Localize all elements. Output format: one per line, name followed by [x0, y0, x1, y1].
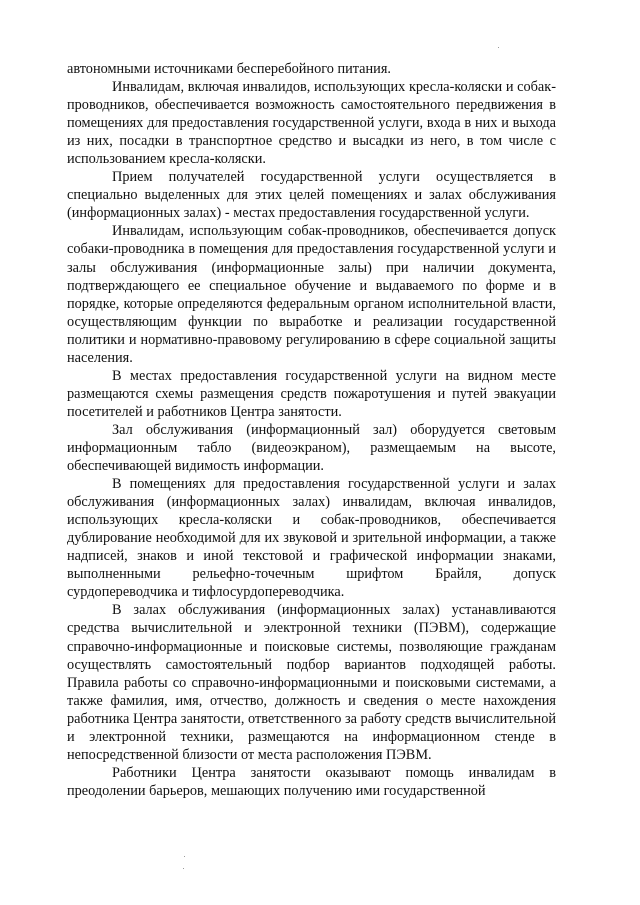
paragraph-7: В помещениях для предоставления государственной услуги и залах обслуживания (информационных залах) инвалидам, включая инвалидов, использующих кресла-коляски и собак-проводников, обеспечивается дублирование необходимой для их звуковой и зрительной информации, а также надписей, знаков и иной текстовой и графической информации знаками, выполненными рельефно-точечным шрифтом Брайля, допуск сурдопереводчика и тифлосурдопереводчика. [67, 476, 556, 601]
paragraph-5: В местах предоставления государственной услуги на видном месте размещаются схемы размещения средств пожаротушения и путей эвакуации посетителей и работников Центра занятости. [67, 367, 556, 420]
scan-speck [184, 856, 185, 857]
document-body [67, 60, 556, 800]
scan-speck [498, 47, 499, 48]
scan-speck [183, 868, 184, 869]
paragraph-9: Работники Центра занятости оказывают помощь инвалидам в преодолении барьеров, мешающих получению ими государственной [67, 764, 556, 799]
paragraph-4: Инвалидам, использующим собак-проводников, обеспечивается допуск собаки-проводника в помещения для предоставления государственной услуги и залы обслуживания (информационные залы) при наличии документа, подтверждающего ее специальное обучение и выдаваемого по форме и в порядке, которые определяются федеральным органом исполнительной власти, осуществляющим функции по выработке и реализации государственной политики и нормативно-правовому регулированию в сфере социальной защиты населения. [67, 223, 556, 366]
paragraph-1: автономными источниками бесперебойного питания. [67, 61, 391, 77]
paragraph-8: В залах обслуживания (информационных залах) устанавливаются средства вычислительной и электронной техники (ПЭВМ), содержащие справочно-информационные и поисковые системы, позволяющие гражданам осуществлять самостоятельный подбор вариантов подходящей работы. Правила работы со справочно-информационными и поисковыми системами, а также фамилия, имя, отчество, должность и сведения о месте нахождения работника Центра занятости, ответственного за работу средств вычислительной и электронной техники, размещаются на информационном стенде в непосредственной близости от места расположения ПЭВМ. [67, 602, 556, 763]
paragraph-2: Инвалидам, включая инвалидов, использующих кресла-коляски и собак-проводников, обеспечивается возможность самостоятельного передвижения в помещениях для предоставления государственной услуги, входа в них и выхода из них, посадки в транспортное средство и высадки из него, в том числе с использованием кресла-коляски. [67, 79, 556, 168]
paragraph-3: Прием получателей государственной услуги осуществляется в специально выделенных для этих целей помещениях и залах обслуживания (информационных залах) - местах предоставления государственной услуги. [67, 169, 556, 222]
paragraph-6: Зал обслуживания (информационный зал) оборудуется световым информационным табло (видеоэкраном), размещаемым на высоте, обеспечивающей видимость информации. [67, 421, 556, 475]
